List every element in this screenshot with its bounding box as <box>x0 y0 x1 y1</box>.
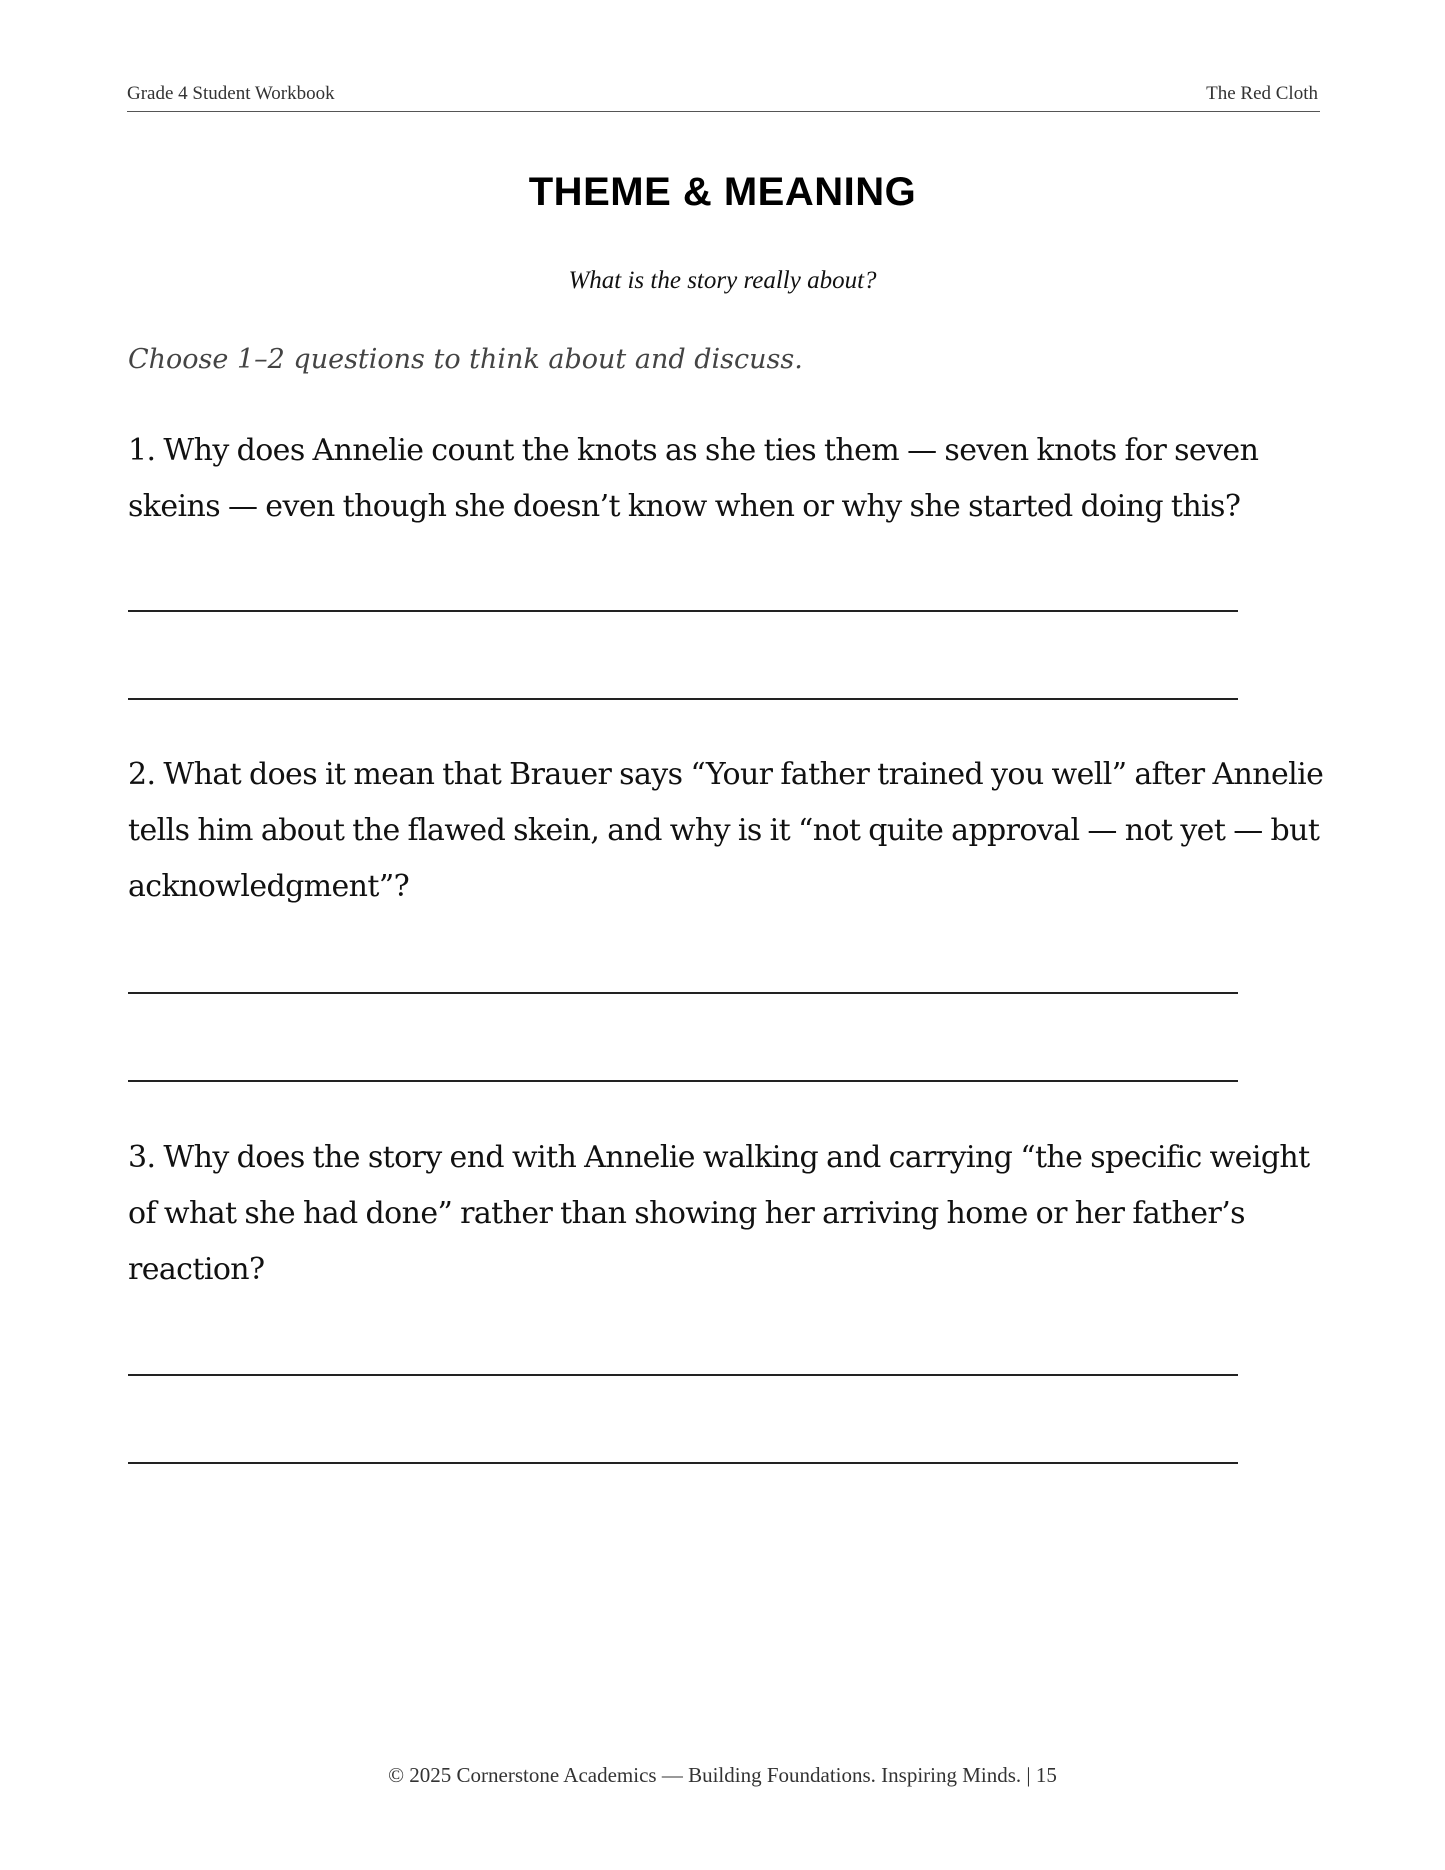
answer-line-2a[interactable] <box>128 992 1238 994</box>
question-1: 1. Why does Annelie count the knots as she ties them — seven knots for seven skeins — even though she doesn’t know when or why she started doing this? <box>128 433 1259 524</box>
answer-line-2b[interactable] <box>128 1080 1238 1082</box>
page-footer: © 2025 Cornerstone Academics — Building Foundations. Inspiring Minds. | 15 <box>388 1763 1057 1787</box>
question-3: 3. Why does the story end with Annelie walking and carrying “the specific weight of what she had done” rather than showing her arriving home or her father’s reaction? <box>128 1140 1310 1287</box>
page-title: THEME & MEANING <box>528 170 917 214</box>
answer-line-3b[interactable] <box>128 1462 1238 1464</box>
page-subtitle: What is the story really about? <box>568 267 877 294</box>
page-header <box>127 83 1320 112</box>
answer-line-3a[interactable] <box>128 1374 1238 1376</box>
header-workbook-title: Grade 4 Student Workbook <box>127 83 335 104</box>
header-story-title: The Red Cloth <box>1206 83 1318 104</box>
answer-line-1a[interactable] <box>128 610 1238 612</box>
question-2: 2. What does it mean that Brauer says “Your father trained you well” after Annelie tells him about the flawed skein, and why is it “not quite approval — not yet — but acknowledgment”? <box>128 757 1324 904</box>
answer-line-1b[interactable] <box>128 698 1238 700</box>
instructions-text: Choose 1–2 questions to think about and discuss. <box>128 344 803 375</box>
